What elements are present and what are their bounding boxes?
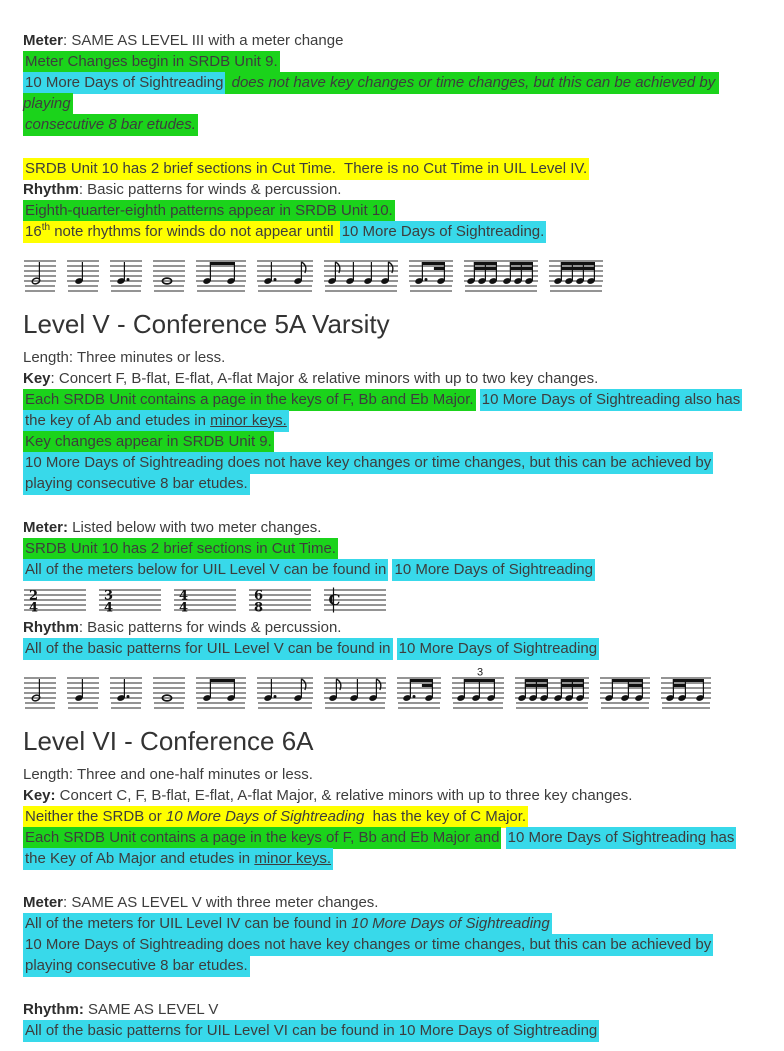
svg-text:4: 4 <box>179 588 189 604</box>
text-segment: Meter Changes begin in SRDB Unit 9. <box>25 53 278 70</box>
text-segment: note rhythms for winds do not appear until <box>50 223 338 240</box>
text-segment: does not have key changes or time changes, but this can be achieved by playing <box>23 74 720 112</box>
highlight-green <box>23 389 476 411</box>
text-segment: 10 More Days of Sightreading also has <box>481 391 741 408</box>
text-line <box>23 158 762 179</box>
text-segment: Rhythm: <box>23 1001 84 1018</box>
highlight-cyan <box>392 559 594 581</box>
text-segment: : Basic patterns for winds & percussion. <box>78 181 342 198</box>
rhythm-notation-icon <box>195 668 247 712</box>
highlight-yellow <box>23 221 340 243</box>
text-segment: All of the meters below for UIL Level V can be found in <box>25 561 387 578</box>
text-segment: playing consecutive 8 bar etudes. <box>25 475 248 492</box>
highlight-green <box>23 431 274 453</box>
rhythm-cell-half <box>23 251 57 295</box>
paragraph-gap <box>23 135 762 158</box>
rhythm-notation-icon <box>66 251 100 295</box>
text-segment: minor keys. <box>254 850 332 867</box>
time-signature-icon <box>173 585 237 615</box>
text-segment: 10 More Days of Sightreading does not have key changes or time changes, but this can be achieved by <box>25 936 712 953</box>
text-segment: : Concert F, B-flat, E-flat, A-flat Major & relative minors with up to two key changes. <box>50 370 599 387</box>
time-signature-cell <box>173 585 237 615</box>
rhythm-notation-icon <box>408 251 454 295</box>
text-line <box>23 72 762 114</box>
highlight-cyan <box>397 638 599 660</box>
rhythm-cell-eighth-two-sixteenths <box>599 668 651 712</box>
text-segment: minor keys. <box>210 412 287 429</box>
text-line <box>23 999 762 1020</box>
text-segment: the Key of Ab Major and etudes in <box>25 850 255 867</box>
highlight-cyan <box>23 559 388 581</box>
rhythm-notation-icon <box>323 668 387 712</box>
text-segment: SRDB Unit 10 has 2 brief sections in Cut Time. There is no Cut Time in UIL Level IV. <box>25 160 588 177</box>
text-line <box>23 934 762 955</box>
text-segment: consecutive 8 bar etudes. <box>25 116 196 133</box>
text-segment: Each SRDB Unit contains a page in the keys of F, Bb and Eb Major. <box>25 391 474 408</box>
svg-text:4: 4 <box>29 600 39 615</box>
text-segment: 10 More Days of Sightreading <box>25 74 224 91</box>
text-segment: All of the basic patterns for UIL Level V can be found in <box>25 640 391 657</box>
paragraph-gap <box>23 494 762 517</box>
level-v-rhythms-row <box>23 668 762 712</box>
level-v-meters-row <box>23 585 762 615</box>
rhythm-notation-icon <box>66 668 100 712</box>
text-segment: : SAME AS LEVEL III with a meter change <box>63 32 344 49</box>
rhythm-notation-icon <box>514 668 590 712</box>
rhythm-cell-quarter <box>66 668 100 712</box>
highlight-green <box>23 200 395 222</box>
section-heading: Level VI - Conference 6A <box>23 726 314 756</box>
rhythm-cell-sixteenth-six <box>514 668 590 712</box>
text-segment: Listed below with two meter changes. <box>68 519 322 536</box>
rhythm-cell-eighth-pair <box>195 668 247 712</box>
text-segment: has the key of C Major. <box>364 808 527 825</box>
text-segment: Key changes appear in SRDB Unit 9. <box>25 433 272 450</box>
time-signature-icon <box>98 585 162 615</box>
highlight-cyan <box>23 638 393 660</box>
text-segment: Key <box>23 370 51 387</box>
rhythm-notation-icon <box>195 251 247 295</box>
text-segment: All of the meters for UIL Level IV can be found in <box>25 915 352 932</box>
text-segment: Length: Three minutes or less. <box>23 349 226 366</box>
highlight-yellow <box>23 806 528 828</box>
text-line <box>23 368 762 389</box>
highlight-cyan <box>23 913 552 935</box>
text-segment: : SAME AS LEVEL V with three meter changes. <box>63 894 379 911</box>
highlight-cyan <box>23 72 225 94</box>
text-segment: playing consecutive 8 bar etudes. <box>25 957 248 974</box>
text-segment: Meter <box>23 894 64 911</box>
svg-text:4: 4 <box>104 600 114 615</box>
rhythm-notation-icon <box>109 251 143 295</box>
text-line <box>23 30 762 51</box>
rhythm-cell-quarter <box>66 251 100 295</box>
paragraph-gap <box>23 869 762 892</box>
rhythm-notation-icon <box>256 251 314 295</box>
text-line <box>23 848 762 869</box>
svg-text:2: 2 <box>29 588 39 604</box>
rhythm-cell-dotted-quarter <box>109 668 143 712</box>
text-line <box>23 179 762 200</box>
text-line <box>23 913 762 934</box>
text-line <box>23 410 762 431</box>
text-line <box>23 221 762 242</box>
text-segment: 10 More Days of Sightreading <box>165 808 365 825</box>
text-segment: Eighth-quarter-eighth patterns appear in SRDB Unit 10. <box>25 202 393 219</box>
svg-text:3: 3 <box>104 588 114 604</box>
rhythm-notation-icon <box>451 668 505 712</box>
highlight-cyan <box>340 221 547 243</box>
paragraph-gap <box>23 976 762 999</box>
svg-text:8: 8 <box>254 600 264 615</box>
time-signature-cell <box>98 585 162 615</box>
rhythm-notation-icon <box>548 251 604 295</box>
text-segment: Rhythm <box>23 181 79 198</box>
text-line <box>23 559 762 580</box>
text-line <box>23 892 762 913</box>
time-signature-icon <box>23 585 87 615</box>
highlight-cyan <box>23 955 250 977</box>
text-line <box>23 1020 762 1041</box>
text-segment: Rhythm <box>23 619 79 636</box>
text-segment: 10 More Days of Sightreading <box>351 915 550 932</box>
highlight-cyan <box>506 827 737 849</box>
text-segment: 10 More Days of Sightreading <box>394 561 593 578</box>
level-iv-rhythms-row <box>23 251 762 295</box>
svg-text:C: C <box>328 591 341 609</box>
rhythm-cell-eighth-quarter-quarter-eighth <box>323 251 399 295</box>
highlight-yellow <box>23 158 589 180</box>
text-line <box>23 538 762 559</box>
rhythm-cell-dotted-eighth-sixteenth <box>408 251 454 295</box>
rhythm-notation-icon <box>323 251 399 295</box>
text-line <box>23 955 762 976</box>
text-line <box>23 114 762 135</box>
text-segment: All of the basic patterns for UIL Level VI can be found in 10 More Days of Sightreading <box>25 1022 598 1039</box>
rhythm-notation-icon <box>23 251 57 295</box>
text-line <box>23 51 762 72</box>
section-heading: Level V - Conference 5A Varsity <box>23 309 390 339</box>
text-segment: Length: Three and one-half minutes or less. <box>23 766 313 783</box>
highlight-cyan <box>23 848 333 870</box>
text-segment: Meter: <box>23 519 69 536</box>
highlight-green <box>23 827 501 849</box>
rhythm-notation-icon <box>396 668 442 712</box>
rhythm-notation-icon <box>463 251 539 295</box>
rhythm-notation-icon <box>152 668 186 712</box>
text-segment <box>501 829 505 846</box>
rhythm-notation-icon <box>109 668 143 712</box>
text-line <box>23 200 762 221</box>
text-segment: Neither the SRDB or <box>25 808 166 825</box>
text-segment: 10 More Days of Sightreading. <box>341 223 545 240</box>
text-line <box>23 517 762 538</box>
text-segment: 10 More Days of Sightreading does not have key changes or time changes, but this can be achieved by <box>25 454 712 471</box>
rhythm-notation-icon <box>660 668 712 712</box>
rhythm-cell-dotted-quarter-eighth <box>256 668 314 712</box>
rhythm-notation-icon <box>599 668 651 712</box>
rhythm-cell-dotted-quarter-eighth <box>256 251 314 295</box>
time-signature-icon <box>248 585 312 615</box>
text-segment: : Basic patterns for winds & percussion. <box>78 619 342 636</box>
rhythm-cell-triplet <box>451 668 505 712</box>
text-line <box>23 827 762 848</box>
text-segment: SAME AS LEVEL V <box>83 1001 219 1018</box>
text-segment: 10 More Days of Sightreading has <box>507 829 735 846</box>
text-segment: Key: <box>23 787 56 804</box>
rhythm-cell-eighth-quarter-eighth <box>323 668 387 712</box>
time-signature-cell <box>23 585 87 615</box>
time-signature-icon <box>323 585 387 615</box>
time-signature-cell <box>248 585 312 615</box>
rhythm-cell-sixteenth-four <box>548 251 604 295</box>
text-segment: 16 <box>25 223 42 240</box>
text-segment: Each SRDB Unit contains a page in the keys of F, Bb and Eb Major and <box>25 829 500 846</box>
text-segment: Meter <box>23 32 64 49</box>
text-line <box>23 638 762 659</box>
highlight-cyan <box>23 410 289 432</box>
text-line <box>23 431 762 452</box>
rhythm-cell-eighth-pair <box>195 251 247 295</box>
text-line <box>23 347 762 368</box>
highlight-green <box>23 51 280 73</box>
rhythm-cell-whole <box>152 668 186 712</box>
text-segment: the key of Ab and etudes in <box>25 412 211 429</box>
svg-text:6: 6 <box>254 588 264 604</box>
text-line <box>23 617 762 638</box>
text-segment: Concert C, F, B-flat, E-flat, A-flat Major, & relative minors with up to three key changes. <box>55 787 633 804</box>
text-segment: 10 More Days of Sightreading <box>398 640 598 657</box>
rhythm-cell-sixteenth-six <box>463 251 539 295</box>
rhythm-cell-two-sixteenths-eighth <box>660 668 712 712</box>
svg-text:3: 3 <box>476 668 484 679</box>
text-line <box>23 806 762 827</box>
text-line <box>23 389 762 410</box>
text-line <box>23 764 762 785</box>
rhythm-cell-whole <box>152 251 186 295</box>
highlight-cyan <box>480 389 742 411</box>
rhythm-notation-icon <box>256 668 314 712</box>
rhythm-cell-dotted-eighth-sixteenth <box>396 668 442 712</box>
rhythm-cell-dotted-quarter <box>109 251 143 295</box>
highlight-cyan <box>23 473 250 495</box>
text-segment: th <box>41 222 51 233</box>
highlight-cyan <box>23 934 713 956</box>
text-segment: SRDB Unit 10 has 2 brief sections in Cut Time. <box>25 540 336 557</box>
rhythm-notation-icon <box>23 668 57 712</box>
highlight-green <box>23 538 338 560</box>
rhythm-cell-half <box>23 668 57 712</box>
highlight-cyan <box>23 452 713 474</box>
highlight-cyan <box>23 1020 599 1042</box>
time-signature-cell <box>323 585 387 615</box>
text-line <box>23 785 762 806</box>
text-line <box>23 452 762 473</box>
rhythm-notation-icon <box>152 251 186 295</box>
text-line <box>23 473 762 494</box>
highlight-green <box>23 114 198 136</box>
svg-text:4: 4 <box>179 600 189 615</box>
